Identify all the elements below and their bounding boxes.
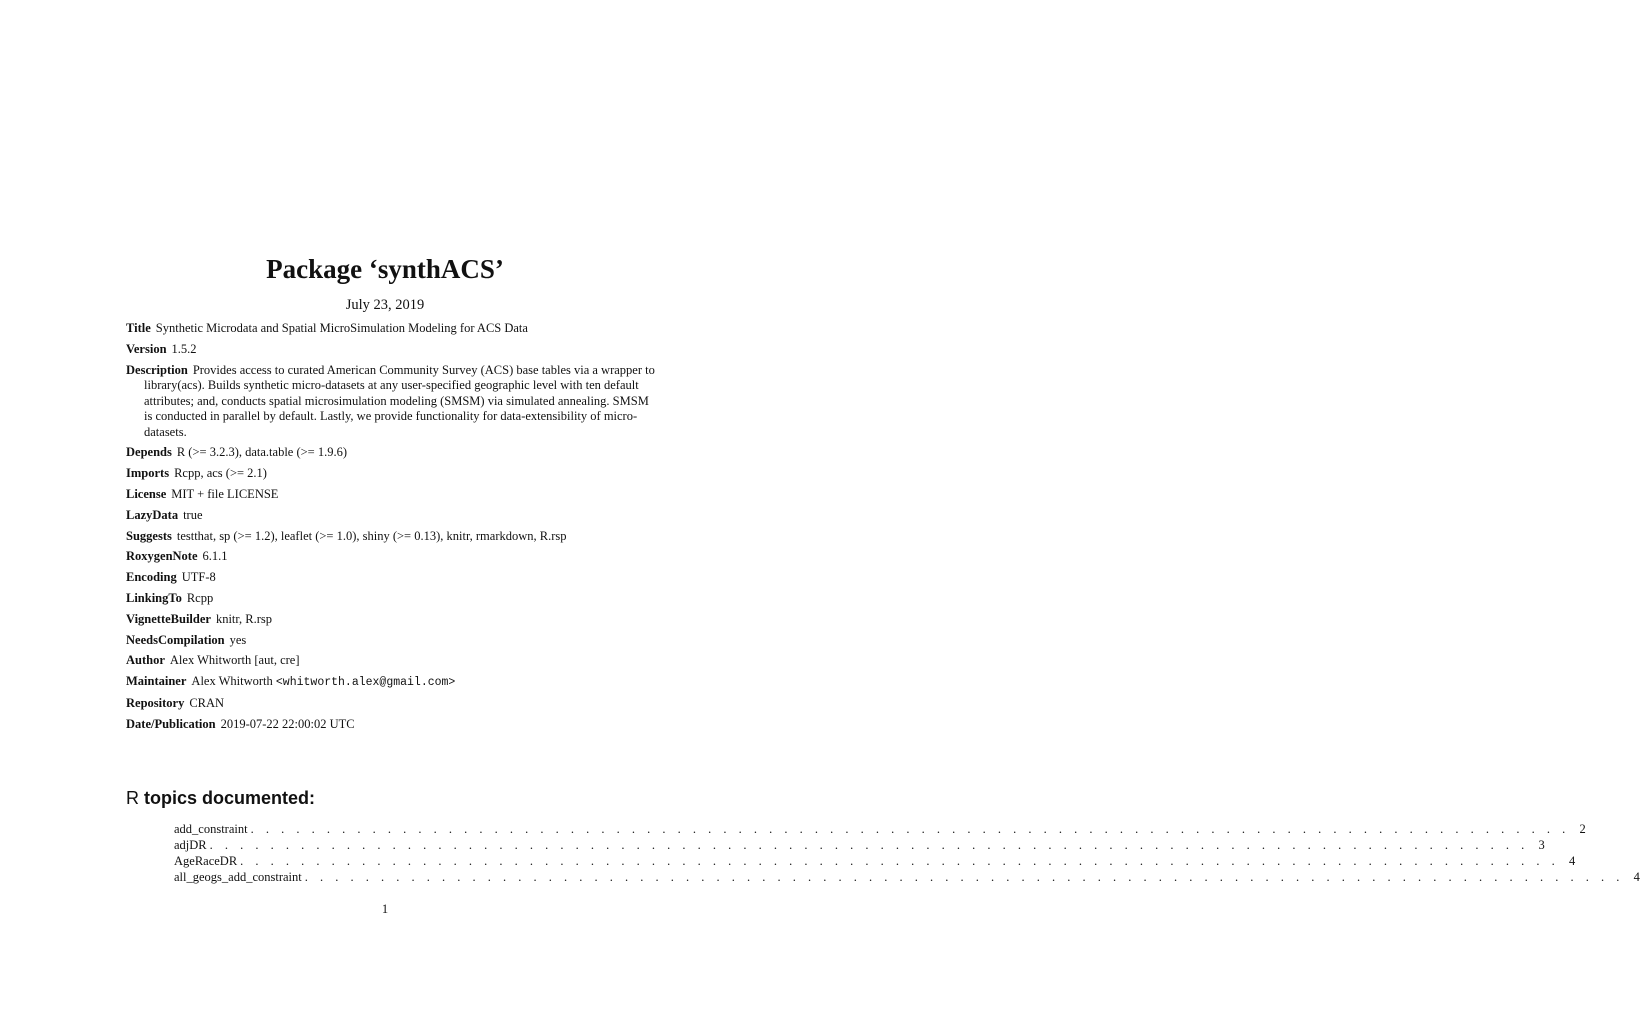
toc-leader-dots: . . . . . . . . . . . . . . . . . . . . . . . . . . . . . . . . . . . . . . . . . . . . . . . . . . . . . . . . . . . . . . . . . . . . . . . . . . . . . . . . . . . . . . . [209, 838, 1529, 852]
field-key: Repository [126, 695, 185, 710]
r-logo-text: R [126, 788, 139, 808]
field-key: NeedsCompilation [126, 632, 225, 647]
document-date: July 23, 2019 [345, 297, 425, 313]
toc-entry-name[interactable]: adjDR [174, 838, 207, 852]
toc-leader-dots: . . . . . . . . . . . . . . . . . . . . . . . . . . . . . . . . . . . . . . . . . . . . . . . . . . . . . . . . . . . . . . . . . . . . . . . . . . . . . . . . . . . . . . . [304, 870, 1624, 884]
field-value: Synthetic Microdata and Spatial MicroSimulation Modeling for ACS Data [155, 321, 528, 335]
field-key: VignetteBuilder [126, 611, 211, 626]
toc-entry-page[interactable]: 4 [1633, 870, 1640, 884]
maintainer-email: <whitworth.alex@gmail.com> [275, 676, 456, 690]
field-depends [126, 445, 656, 461]
description-fields [126, 321, 656, 738]
field-date-publication [126, 717, 656, 733]
field-value: Rcpp [186, 590, 214, 605]
field-lazydata [126, 508, 656, 524]
field-value: 2019-07-22 22:00:02 UTC [220, 716, 355, 731]
field-value: testthat, sp (>= 1.2), leaflet (>= 1.0), shiny (>= 0.13), knitr, rmarkdown, R.rsp [176, 528, 567, 543]
field-value: knitr, R.rsp [215, 611, 273, 626]
field-key: Depends [126, 445, 172, 460]
field-key: Date/Publication [126, 716, 216, 731]
field-description [126, 363, 656, 441]
field-license [126, 487, 656, 503]
toc-entry[interactable] [174, 837, 1545, 853]
field-value: Alex Whitworth [aut, cre] [169, 653, 300, 668]
toc-entry-name[interactable]: add_constraint [174, 822, 248, 836]
field-key: License [126, 486, 167, 501]
field-key: Suggests [126, 528, 172, 543]
field-title [126, 321, 656, 337]
field-key: Version [126, 341, 167, 356]
field-key: Author [126, 653, 165, 668]
field-key: LazyData [126, 507, 179, 522]
toc-entry-page[interactable]: 3 [1538, 838, 1545, 852]
field-vignettebuilder [126, 612, 656, 628]
field-value: R (>= 3.2.3), data.table (>= 1.9.6) [176, 445, 348, 460]
field-repository [126, 696, 656, 712]
field-key: RoxygenNote [126, 549, 198, 564]
field-key: LinkingTo [126, 590, 182, 605]
field-value: 6.1.1 [202, 549, 228, 564]
field-key: Imports [126, 466, 170, 481]
toc-entry-page[interactable]: 4 [1569, 854, 1576, 868]
toc-entry-name[interactable]: all_geogs_add_constraint [174, 870, 302, 884]
field-value: 1.5.2 [171, 341, 197, 356]
toc-entry-name[interactable]: AgeRaceDR [174, 854, 238, 868]
field-needscompilation [126, 633, 656, 649]
page-number: 1 [381, 902, 389, 916]
field-value: UTF-8 [181, 570, 216, 585]
field-value: Provides access to curated American Community Survey (ACS) base tables via a wrapper to library(acs). Builds synthetic micro-datasets at any user-specified geographic level with ten default attributes; and, conducts spatial microsimulation modeling (SMSM) via simulated annealing. SMSM is conducted in parallel by default. Lastly, we provide functionality for data-extensibility of micro-datasets. [144, 362, 655, 439]
field-value: Alex Whitworth [191, 674, 273, 689]
toc-entry[interactable] [174, 821, 1586, 837]
field-suggests [126, 529, 656, 545]
field-key: Description [126, 362, 188, 377]
field-key: Maintainer [126, 674, 187, 689]
field-author [126, 653, 656, 669]
field-roxygennote [126, 549, 656, 565]
toc-entry[interactable] [174, 853, 1576, 869]
field-maintainer [126, 674, 656, 691]
field-value: MIT + file LICENSE [171, 486, 279, 501]
field-encoding [126, 570, 656, 586]
field-imports [126, 466, 656, 482]
field-key: Encoding [126, 570, 177, 585]
document-title: Package ‘synthACS’ [266, 254, 504, 284]
field-value: true [183, 507, 203, 522]
table-of-contents [174, 821, 1640, 885]
toc-entry-page[interactable]: 2 [1579, 822, 1586, 836]
field-value: CRAN [189, 695, 225, 710]
field-version [126, 342, 656, 358]
toc-heading-text: topics documented: [144, 788, 316, 808]
toc-entry[interactable] [174, 869, 1640, 885]
field-linkingto [126, 591, 656, 607]
toc-heading [126, 785, 315, 811]
toc-leader-dots: . . . . . . . . . . . . . . . . . . . . . . . . . . . . . . . . . . . . . . . . . . . . . . . . . . . . . . . . . . . . . . . . . . . . . . . . . . . . . . . . . . . . . . . [240, 854, 1560, 868]
field-value: Rcpp, acs (>= 2.1) [174, 466, 267, 481]
toc-leader-dots: . . . . . . . . . . . . . . . . . . . . . . . . . . . . . . . . . . . . . . . . . . . . . . . . . . . . . . . . . . . . . . . . . . . . . . . . . . . . . . . . . . . . . . . [250, 822, 1570, 836]
field-key: Title [126, 321, 151, 335]
field-value: yes [229, 632, 247, 647]
